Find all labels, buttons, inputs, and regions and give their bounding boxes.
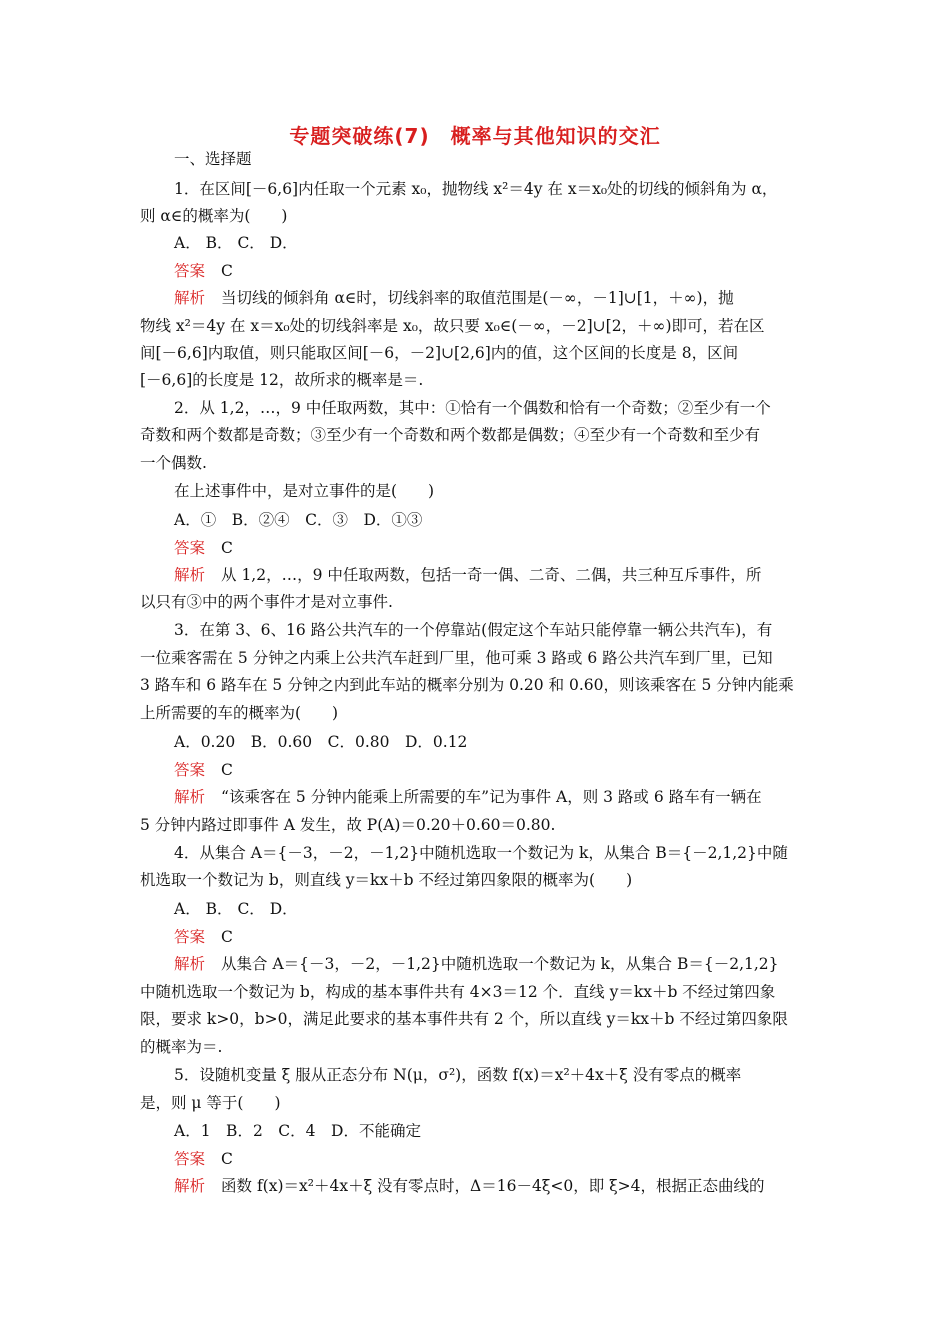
q1-stem-line-1: 1．在区间[－6,6]内任取一个元素 x₀，抛物线 x²＝4y 在 x＝x₀处的切线的倾斜角为 α， [174, 180, 778, 198]
q3-analysis-line-2: 5 分钟内路过即事件 A 发生，故 P(A)＝0.20＋0.60＝0.80. [140, 816, 556, 834]
q2-answer [174, 535, 812, 561]
q5-options: A．1 B．2 C．4 D．不能确定 [174, 1122, 421, 1140]
answer-value: C [221, 262, 233, 280]
analysis-text: 从集合 A＝{－3，－2，－1,2}中随机选取一个数记为 k，从集合 B＝{－2,1,2} [221, 955, 779, 973]
q2-stem-line-1: 2．从 1,2，…，9 中任取两数，其中：①恰有一个偶数和恰有一个奇数；②至少有一个 [174, 399, 771, 417]
answer-label: 答案 [174, 761, 206, 779]
q3-analysis-line-1 [174, 784, 812, 810]
answer-label: 答案 [174, 928, 206, 946]
answer-label: 答案 [174, 539, 206, 557]
answer-value: C [221, 928, 233, 946]
q1-stem-line-2: 则 α∈的概率为( ) [140, 207, 288, 225]
analysis-label: 解析 [174, 1177, 206, 1195]
q3-stem-line-3: 3 路车和 6 路车在 5 分钟之内到此车站的概率分别为 0.20 和 0.60，则该乘客在 5 分钟内能乘 [140, 676, 794, 694]
answer-label: 答案 [174, 1150, 206, 1168]
q2-analysis-line-1 [174, 562, 812, 588]
analysis-label: 解析 [174, 566, 206, 584]
q1-analysis-line-1 [174, 285, 812, 311]
q4-analysis-line-3: 限，要求 k>0，b>0，满足此要求的基本事件共有 2 个，所以直线 y＝kx＋b 不经过第四象限 [140, 1010, 788, 1028]
q2-analysis-line-2: 以只有③中的两个事件才是对立事件. [140, 593, 393, 611]
q5-answer [174, 1146, 812, 1172]
q1-analysis-line-2: 物线 x²＝4y 在 x＝x₀处的切线斜率是 x₀，故只要 x₀∈(－∞，－2]∪[2，＋∞)即可，若在区 [140, 317, 765, 335]
q1-answer [174, 258, 812, 284]
answer-value: C [221, 539, 233, 557]
analysis-text: “该乘客在 5 分钟内能乘上所需要的车”记为事件 A，则 3 路或 6 路车有一辆在 [221, 788, 762, 806]
q2-stem-line-2: 奇数和两个数都是奇数；③至少有一个奇数和两个数都是偶数；④至少有一个奇数和至少有 [140, 426, 761, 444]
q3-stem-line-1: 3．在第 3、6、16 路公共汽车的一个停靠站(假定这个车站只能停靠一辆公共汽车)，有 [174, 621, 773, 639]
q1-options: A． B． C． D． [174, 234, 298, 252]
q4-analysis-line-4: 的概率为＝. [140, 1038, 223, 1056]
q3-stem-line-4: 上所需要的车的概率为( ) [140, 704, 339, 722]
q1-analysis-line-4: [－6,6]的长度是 12，故所求的概率是＝. [140, 371, 424, 389]
answer-value: C [221, 1150, 233, 1168]
answer-value: C [221, 761, 233, 779]
q4-answer [174, 924, 812, 950]
q2-options: A．① B．②④ C．③ D．①③ [174, 511, 423, 529]
q3-stem-line-2: 一位乘客需在 5 分钟之内乘上公共汽车赶到厂里，他可乘 3 路或 6 路公共汽车到厂里，已知 [140, 649, 773, 667]
analysis-label: 解析 [174, 289, 206, 307]
analysis-label: 解析 [174, 955, 206, 973]
q5-stem-line-1: 5．设随机变量 ξ 服从正态分布 N(μ，σ²)，函数 f(x)＝x²＋4x＋ξ 没有零点的概率 [174, 1066, 742, 1084]
document-title: 专题突破练(7) 概率与其他知识的交汇 [289, 124, 661, 148]
q4-analysis-line-2: 中随机选取一个数记为 b，构成的基本事件共有 4×3＝12 个．直线 y＝kx＋b 不经过第四象 [140, 983, 776, 1001]
analysis-text: 函数 f(x)＝x²＋4x＋ξ 没有零点时，Δ＝16－4ξ<0，即 ξ>4，根据正态曲线的 [221, 1177, 765, 1195]
q2-stem-line-3: 一个偶数. [140, 454, 207, 472]
q4-stem-line-2: 机选取一个数记为 b，则直线 y＝kx＋b 不经过第四象限的概率为( ) [140, 871, 633, 889]
analysis-text: 当切线的倾斜角 α∈时，切线斜率的取值范围是(－∞，－1]∪[1，＋∞)，抛 [221, 289, 734, 307]
q5-analysis-line-1 [174, 1173, 812, 1199]
q5-stem-line-2: 是，则 μ 等于( ) [140, 1094, 281, 1112]
q3-options: A．0.20 B．0.60 C．0.80 D．0.12 [174, 733, 468, 751]
section-heading: 一、选择题 [174, 150, 252, 168]
q2-stem-line-4: 在上述事件中，是对立事件的是( ) [174, 482, 435, 500]
analysis-label: 解析 [174, 788, 206, 806]
q1-analysis-line-3: 间[－6,6]内取值，则只能取区间[－6，－2]∪[2,6]内的值，这个区间的长度是 8，区间 [140, 344, 739, 362]
q4-options: A． B． C． D． [174, 900, 298, 918]
q4-analysis-line-1 [174, 951, 812, 977]
analysis-text: 从 1,2，…，9 中任取两数，包括一奇一偶、二奇、二偶，共三种互斥事件，所 [221, 566, 762, 584]
q4-stem-line-1: 4．从集合 A＝{－3，－2，－1,2}中随机选取一个数记为 k，从集合 B＝{－2,1,2}中随 [174, 844, 788, 862]
answer-label: 答案 [174, 262, 206, 280]
q3-answer [174, 757, 812, 783]
